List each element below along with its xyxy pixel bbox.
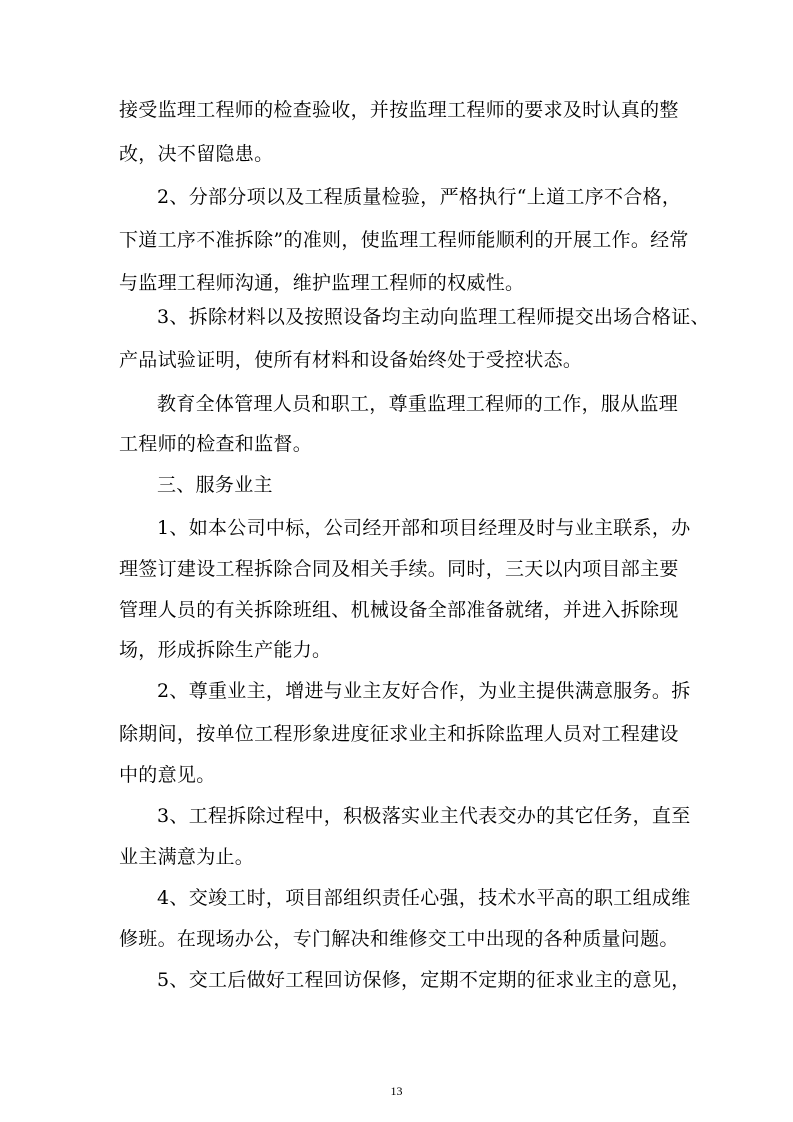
text-line: 2、尊重业主，增进与业主友好合作，为业主提供满意服务。拆 xyxy=(157,680,691,702)
text-line: 4、交竣工时，项目部组织责任心强，技术水平高的职工组成维 xyxy=(157,887,691,909)
text-line: 业主满意为止。 xyxy=(119,846,255,868)
text-line: 除期间，按单位工程形象进度征求业主和拆除监理人员对工程建设 xyxy=(119,723,679,745)
text-line: 改，决不留隐患。 xyxy=(119,143,274,165)
text-line: 5、交工后做好工程回访保修，定期不定期的征求业主的意见， xyxy=(157,969,691,991)
text-line: 3、拆除材料以及按照设备均主动向监理工程师提交出场合格证、 xyxy=(157,306,710,328)
text-line: 下道工序不准拆除”的准则，使监理工程师能顺利的开展工作。经常 xyxy=(119,229,689,251)
text-line: 1、如本公司中标，公司经开部和项目经理及时与业主联系，办 xyxy=(157,517,691,539)
text-line: 产品试验证明，使所有材料和设备始终处于受控状态。 xyxy=(119,349,583,371)
page-number: 13 xyxy=(390,1084,403,1098)
text-line: 3、工程拆除过程中，积极落实业主代表交办的其它任务，直至 xyxy=(157,805,691,827)
text-line: 与监理工程师沟通，维护监理工程师的权威性。 xyxy=(119,272,525,294)
text-line: 修班。在现场办公，专门解决和维修交工中出现的各种质量问题。 xyxy=(119,928,679,950)
text-line: 管理人员的有关拆除班组、机械设备全部准备就绪，并进入拆除现 xyxy=(119,599,679,621)
text-line: 工程师的检查和监督。 xyxy=(119,433,313,455)
text-line: 接受监理工程师的检查验收，并按监理工程师的要求及时认真的整 xyxy=(119,99,679,121)
section-heading: 三、服务业主 xyxy=(157,474,273,496)
text-line: 教育全体管理人员和职工，尊重监理工程师的工作，服从监理 xyxy=(157,393,679,415)
text-line: 场，形成拆除生产能力。 xyxy=(119,639,332,661)
text-line: 中的意见。 xyxy=(119,764,216,786)
text-line: 2、分部分项以及工程质量检验，严格执行“上道工序不合格， xyxy=(157,186,682,208)
text-line: 理签订建设工程拆除合同及相关手续。同时，三天以内项目部主要 xyxy=(119,558,679,580)
